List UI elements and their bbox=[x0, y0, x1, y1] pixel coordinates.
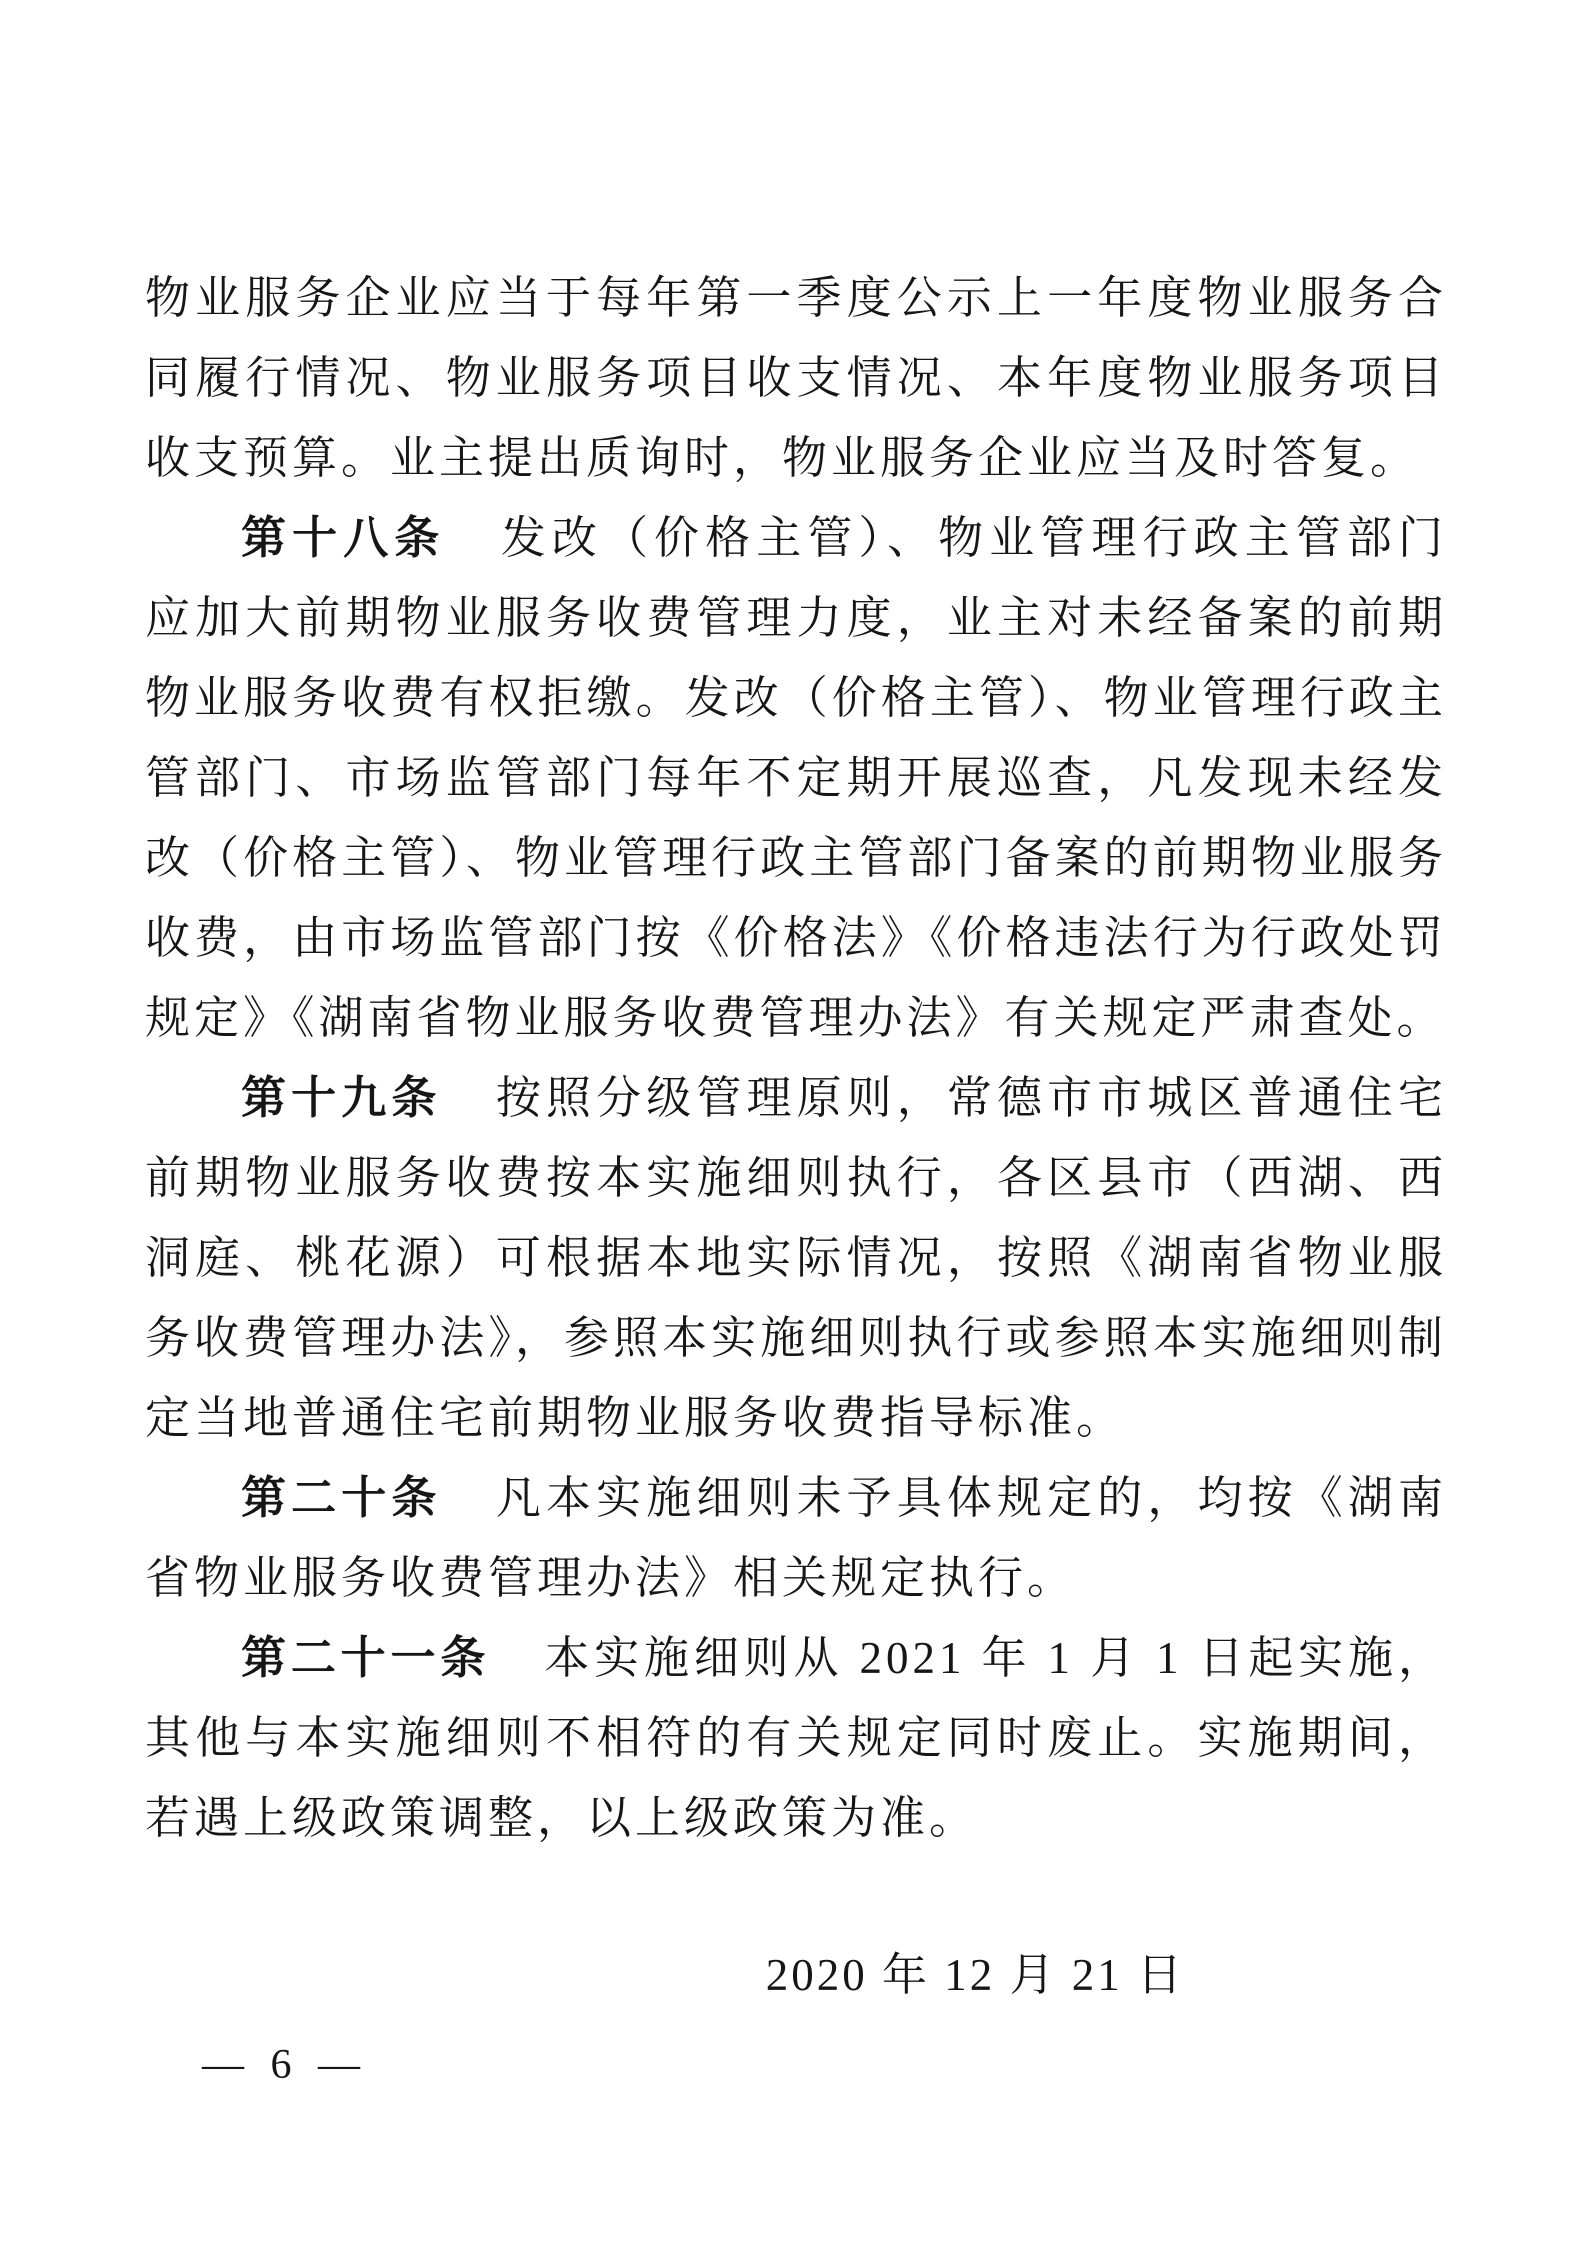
article-21-heading: 第二十一条 bbox=[241, 1632, 491, 1683]
paragraph-article-19 bbox=[145, 1058, 1447, 1458]
page-number: — 6 — bbox=[202, 2042, 368, 2088]
paragraph-text: 发改（价格主管）、物业管理行政主管部门应加大前期物业服务收费管理力度，业主对未经备案的前期物业服务收费有权拒缴。发改（价格主管）、物业管理行政主管部门、市场监管部门每年不定期开展巡查，凡发现未经发改（价格主管）、物业管理行政主管部门备案的前期物业服务收费，由市场监管部门按《价格法》《价格违法行为行政处罚规定》《湖南省物业服务收费管理办法》有关规定严肃查处。 bbox=[145, 513, 1447, 1043]
paragraph-text: 物业服务企业应当于每年第一季度公示上一年度物业服务合同履行情况、物业服务项目收支情况、本年度物业服务项目收支预算。业主提出质询时，物业服务企业应当及时答复。 bbox=[145, 273, 1447, 483]
paragraph-text: 按照分级管理原则，常德市市城区普通住宅前期物业服务收费按本实施细则执行，各区县市（西湖、西洞庭、桃花源）可根据本地实际情况，按照《湖南省物业服务收费管理办法》，参照本实施细则执行或参照本实施细则制定当地普通住宅前期物业服务收费指导标准。 bbox=[145, 1073, 1447, 1443]
paragraph-text: 本实施细则从 2021 年 1 月 1 日起实施，其他与本实施细则不相符的有关规定同时废止。实施期间，若遇上级政策调整，以上级政策为准。 bbox=[145, 1633, 1447, 1843]
paragraph-continuation bbox=[145, 258, 1447, 498]
paragraph-article-18 bbox=[145, 498, 1447, 1058]
document-body bbox=[145, 258, 1447, 2015]
document-date: 2020 年 12 月 21 日 bbox=[765, 1950, 1185, 2000]
paragraph-text: 凡本实施细则未予具体规定的，均按《湖南省物业服务收费管理办法》相关规定执行。 bbox=[145, 1473, 1447, 1603]
article-18-heading: 第十八条 bbox=[241, 512, 446, 563]
article-20-heading: 第二十条 bbox=[241, 1472, 442, 1523]
article-19-heading: 第十九条 bbox=[241, 1072, 442, 1123]
paragraph-article-20 bbox=[145, 1458, 1447, 1618]
paragraph-article-21 bbox=[145, 1618, 1447, 1858]
